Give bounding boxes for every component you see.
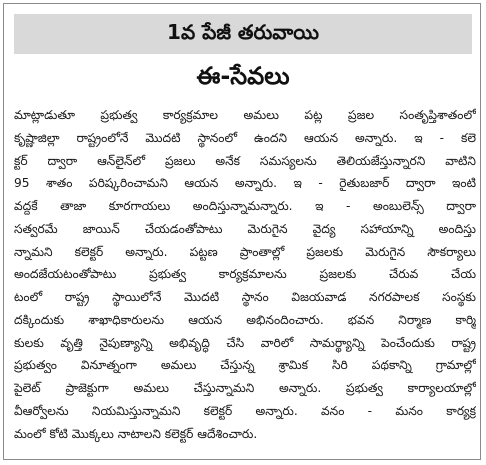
body-line: సత్వరమే జాయిన్ చేయడంతోపాటు మెరుగైన వైద్య సహాయాన్ని అందిస్తు (14, 221, 476, 236)
body-line: 95 శాతం పరిష్కరించామని ఆయన అన్నారు. ఇ - రైతుబజార్ ద్వారా ఇంటి (14, 176, 476, 191)
body-line: వీఆర్వోలను నియమిస్తున్నామని కలెక్టర్ అన్నారు. వనం - మనం కార్యక్ర (14, 403, 476, 418)
body-line: దక్కిందుకు శాఖాధికారులను ఆయన అభినందించారు. భవన నిర్మాణ కార్మి (14, 312, 476, 327)
body-line: న్నామని కలెక్టర్ అన్నారు. పట్టణ ప్రాంతాల్లో ప్రజలకు మెరుగైన సౌకర్యాలు (14, 244, 476, 259)
body-line: వద్దకే తాజా కూరగాయలు అందిస్తున్నామన్నారు. ఇ - అంబులెన్స్ ద్వారా (14, 199, 476, 213)
body-line: కృష్ణాజిల్లా రాష్ట్రంలోనే మొదటి స్థానంలో ఉందని ఆయన అన్నారు. ఇ - కలె (14, 130, 476, 145)
news-clipping (3, 3, 481, 460)
body-line: మాట్లాడుతూ ప్రభుత్వ కార్యక్రమాల అమలు పట్ల ప్రజల సంతృప్తిశాతంలో (14, 108, 476, 122)
body-line: మంలో కోటి మొక్కలు నాటాలని కలెక్టర్ ఆదేశించారు. (14, 426, 258, 441)
body-line: అందజేయటంతోపాటు ప్రభుత్వ కార్యక్రమాలను ప్రజలకు చేరువ చేయ (14, 267, 476, 282)
article-headline: ఈ-సేవలు (196, 62, 290, 90)
body-line: ప్రభుత్వం వినూత్నంగా అమలు చేస్తున్న శ్రామిక సిరి పథకాన్ని గ్రామాల్లో (14, 358, 476, 373)
body-line: క్టర్ ద్వారా ఆన్‌లైన్‌లో ప్రజలు అనేక సమస్యలను తెలియజేస్తున్నారని వాటిని (14, 153, 476, 168)
continuation-label: 1వ పేజీ తరువాయి (167, 19, 319, 44)
body-line: పైలెట్ ప్రాజెక్టుగా అమలు చేస్తున్నామని అన్నారు. ప్రభుత్వ కార్యాలయాల్లో (14, 381, 476, 395)
body-line: కులకు వృత్తి నైపుణ్యాన్ని అభివృద్ధి చేసి వారిలో సామర్థ్యాన్ని పెంచేందుకు రాష్ట్ర (14, 335, 476, 350)
body-line: టంలో రాష్ట్ర స్థాయిలోనే మొదటి స్థానం విజయవాడ నగరపాలక సంస్థకు (14, 290, 476, 304)
article-body (14, 104, 476, 445)
continuation-banner (14, 14, 472, 54)
